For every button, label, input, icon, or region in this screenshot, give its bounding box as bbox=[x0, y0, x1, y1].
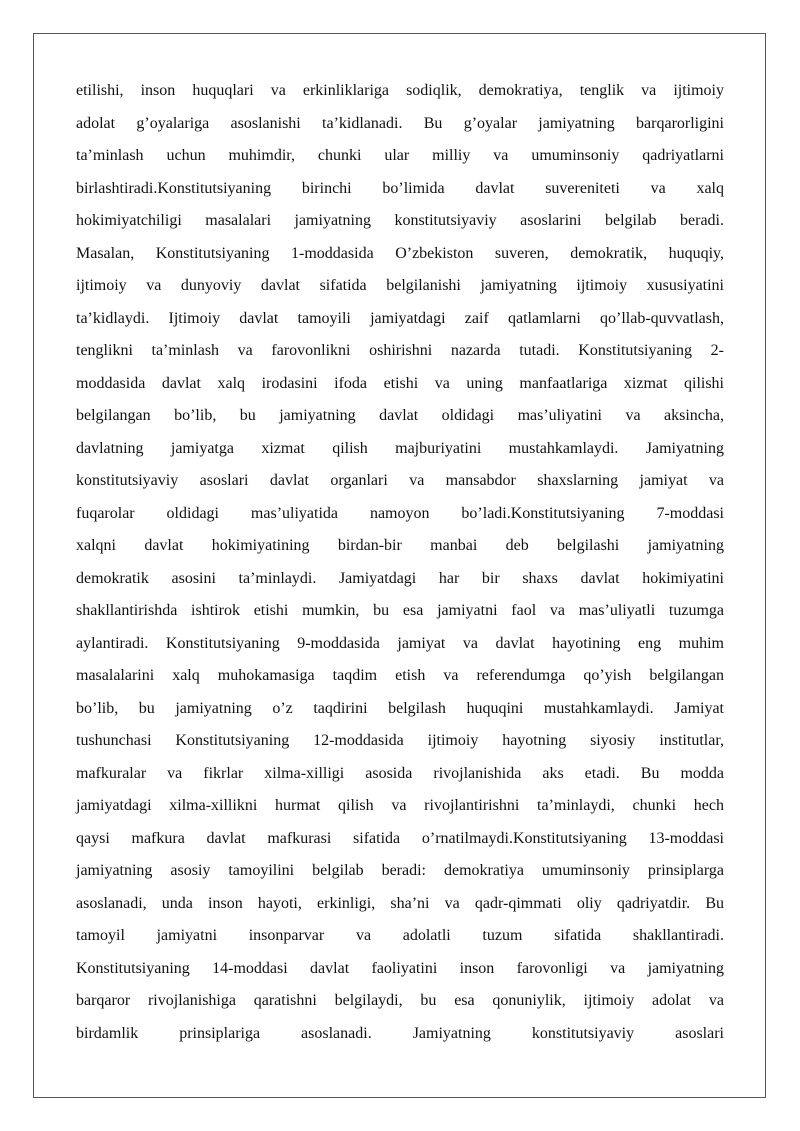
text-line: qaysi mafkura davlat mafkurasi sifatida o’rnatilmaydi.Konstitutsiyaning 13-moddasi bbox=[76, 829, 724, 847]
text-line: demokratik asosini ta’minlaydi. Jamiyatdagi har bir shaxs davlat hokimiyatini bbox=[76, 569, 724, 587]
text-line: konstitutsiyaviy asoslari davlat organlari va mansabdor shaxslarning jamiyat va bbox=[76, 472, 724, 489]
text-line: tenglikni ta’minlash va farovonlikni oshirishni nazarda tutadi. Konstitutsiyaning 2- bbox=[76, 342, 724, 359]
text-line: jamiyatdagi xilma-xillikni hurmat qilish va rivojlantirishni ta’minlaydi, chunki hech bbox=[76, 797, 724, 814]
text-line: hokimiyatchiligi masalalari jamiyatning konstitutsiyaviy asoslarini belgilab beradi. bbox=[76, 212, 724, 229]
text-line: birlashtiradi.Konstitutsiyaning birinchi bo’limida davlat suvereniteti va xalq bbox=[76, 179, 724, 197]
text-line: jamiyatning asosiy tamoyilini belgilab beradi: demokratiya umuminsoniy prinsiplarga bbox=[76, 862, 724, 879]
text-line: masalalarini xalq muhokamasiga taqdim etish va referendumga qo’yish belgilangan bbox=[76, 667, 724, 684]
text-line: moddasida davlat xalq irodasini ifoda etishi va uning manfaatlariga xizmat qilishi bbox=[76, 374, 724, 392]
text-line: ta’kidlaydi. Ijtimoiy davlat tamoyili jamiyatdagi zaif qatlamlarni qo’llab-quvvatlash, bbox=[76, 309, 724, 327]
document-body-text bbox=[76, 75, 724, 1050]
text-line: tamoyil jamiyatni insonparvar va adolatli tuzum sifatida shakllantiradi. bbox=[76, 927, 724, 944]
text-line: etilishi, inson huquqlari va erkinliklariga sodiqlik, demokratiya, tenglik va ijtimoiy bbox=[76, 82, 724, 99]
text-line: aylantiradi. Konstitutsiyaning 9-moddasida jamiyat va davlat hayotining eng muhim bbox=[76, 634, 724, 652]
text-line: tushunchasi Konstitutsiyaning 12-moddasida ijtimoiy hayotning siyosiy institutlar, bbox=[76, 732, 724, 749]
text-line: ijtimoiy va dunyoviy davlat sifatida belgilanishi jamiyatning ijtimoiy xususiyatini bbox=[76, 277, 724, 294]
text-line: shakllantirishda ishtirok etishi mumkin, bu esa jamiyatni faol va mas’uliyatli tuzumga bbox=[76, 602, 724, 619]
text-line: xalqni davlat hokimiyatining birdan-bir manbai deb belgilashi jamiyatning bbox=[76, 537, 724, 554]
text-line: fuqarolar oldidagi mas’uliyatida namoyon bo’ladi.Konstitutsiyaning 7-moddasi bbox=[76, 504, 724, 522]
text-line: bo’lib, bu jamiyatning o’z taqdirini belgilash huquqini mustahkamlaydi. Jamiyat bbox=[76, 699, 724, 717]
text-line: belgilangan bo’lib, bu jamiyatning davlat oldidagi mas’uliyatini va aksincha, bbox=[76, 407, 724, 424]
text-line: davlatning jamiyatga xizmat qilish majburiyatini mustahkamlaydi. Jamiyatning bbox=[76, 439, 724, 457]
text-line: asoslanadi, unda inson hayoti, erkinligi, sha’ni va qadr-qimmati oliy qadriyatdir. Bu bbox=[76, 894, 724, 912]
text-line: barqaror rivojlanishiga qaratishni belgilaydi, bu esa qonuniylik, ijtimoiy adolat va bbox=[76, 992, 724, 1009]
text-line: mafkuralar va fikrlar xilma-xilligi asosida rivojlanishida aks etadi. Bu modda bbox=[76, 764, 724, 782]
text-line: adolat g’oyalariga asoslanishi ta’kidlanadi. Bu g’oyalar jamiyatning barqarorligini bbox=[76, 114, 724, 132]
text-line: Masalan, Konstitutsiyaning 1-moddasida O’zbekiston suveren, demokratik, huquqiy, bbox=[76, 244, 724, 262]
text-line: Konstitutsiyaning 14-moddasi davlat faoliyatini inson farovonligi va jamiyatning bbox=[76, 959, 724, 977]
text-line: ta’minlash uchun muhimdir, chunki ular milliy va umuminsoniy qadriyatlarni bbox=[76, 147, 724, 164]
text-line: birdamlik prinsiplariga asoslanadi. Jamiyatning konstitutsiyaviy asoslari bbox=[76, 1024, 724, 1042]
